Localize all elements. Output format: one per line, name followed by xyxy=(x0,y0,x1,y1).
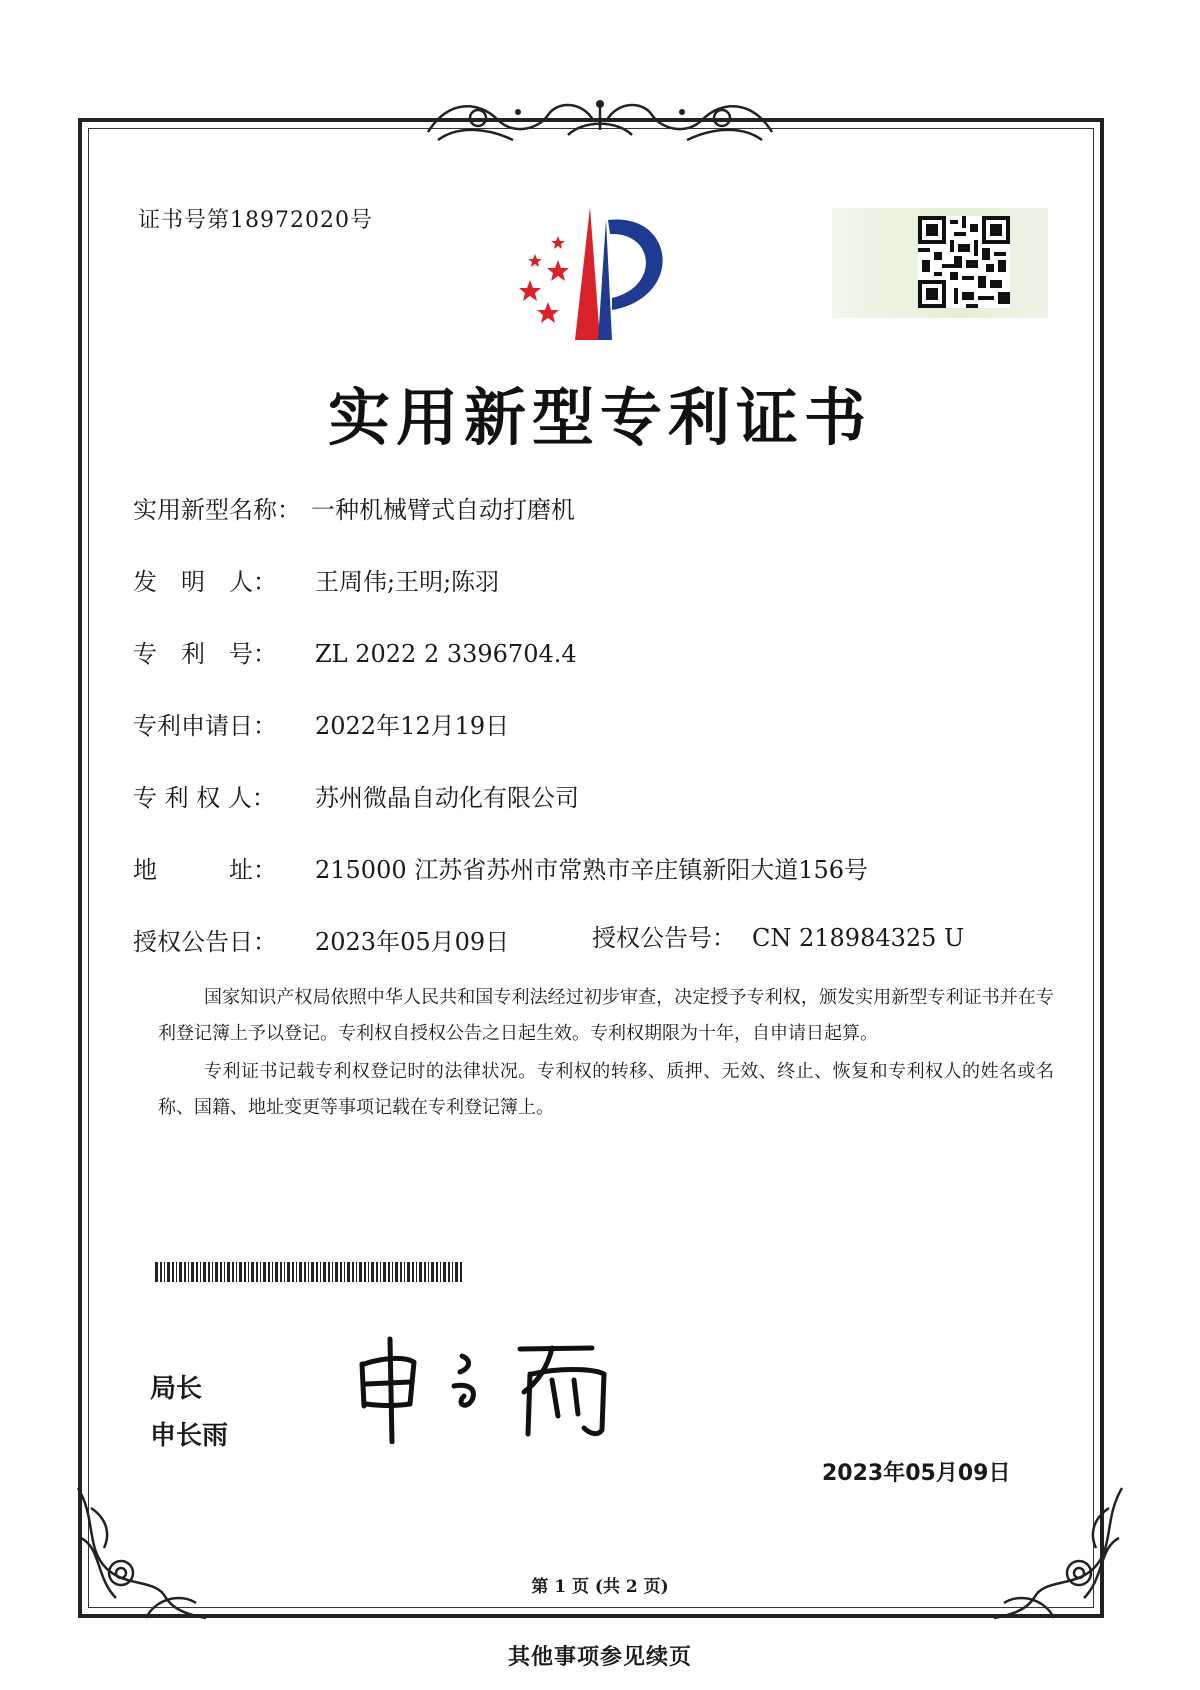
field-label: 授权公告日： xyxy=(133,928,277,956)
handwritten-signature-icon xyxy=(352,1334,622,1444)
field-label: 授权公告号： xyxy=(592,924,736,952)
field-value: ZL 2022 2 3396704.4 xyxy=(315,640,577,668)
field-label: 专 利 权 人： xyxy=(133,784,276,812)
field-label: 专 利 号： xyxy=(133,640,277,668)
top-ornament-icon xyxy=(418,90,782,150)
patent-office-emblem-icon xyxy=(500,202,690,342)
page-number: 第 1 页 (共 2 页) xyxy=(531,1577,669,1597)
field-inventor xyxy=(133,562,499,597)
footer-note: 其他事项参见续页 xyxy=(507,1644,692,1670)
field-value: 2023年05月09日 xyxy=(315,928,510,956)
field-patent-number xyxy=(133,634,577,669)
field-address xyxy=(133,850,868,885)
field-value: 2022年12月19日 xyxy=(315,712,510,740)
signature-date: 2023年05月09日 xyxy=(822,1461,1011,1486)
legal-statement xyxy=(158,980,1054,1128)
legal-paragraph: 专利证书记载专利权登记时的法律状况。专利权的转移、质押、无效、终止、恢复和专利权人的姓名或名称、国籍、地址变更等事项记载在专利登记簿上。 xyxy=(158,1061,1054,1118)
director-name: 申长雨 xyxy=(150,1421,229,1451)
field-patentee xyxy=(133,778,579,813)
field-label: 发 明 人： xyxy=(133,568,277,596)
qr-code-panel xyxy=(832,208,1048,318)
field-grant-date xyxy=(133,922,509,957)
legal-paragraph: 国家知识产权局依照中华人民共和国专利法经过初步审查，决定授予专利权，颁发实用新型专利证书并在专利登记簿上予以登记。专利权自授权公告之日起生效。专利权期限为十年，自申请日起算。 xyxy=(158,987,1054,1044)
certificate-title: 实用新型专利证书 xyxy=(327,381,872,454)
field-value: 苏州微晶自动化有限公司 xyxy=(315,784,579,812)
field-grant-number xyxy=(592,918,964,953)
field-value: 王周伟;王明;陈羽 xyxy=(315,568,500,596)
qr-code-icon xyxy=(918,216,1010,308)
barcode-icon xyxy=(155,1262,465,1282)
field-label: 地 址： xyxy=(133,856,277,884)
director-title: 局长 xyxy=(150,1374,203,1404)
corner-ornament-left-icon xyxy=(66,1478,216,1628)
field-label: 专利申请日： xyxy=(133,712,277,740)
corner-ornament-right-icon xyxy=(984,1478,1134,1628)
certificate-number: 证书号第18972020号 xyxy=(138,208,373,233)
field-utility-model-name xyxy=(133,490,575,525)
field-value: 一种机械臂式自动打磨机 xyxy=(311,496,575,524)
field-label: 实用新型名称： xyxy=(133,496,301,524)
field-filing-date xyxy=(133,706,509,741)
field-value: 215000 江苏省苏州市常熟市辛庄镇新阳大道156号 xyxy=(315,856,869,884)
field-value: CN 218984325 U xyxy=(752,924,965,952)
